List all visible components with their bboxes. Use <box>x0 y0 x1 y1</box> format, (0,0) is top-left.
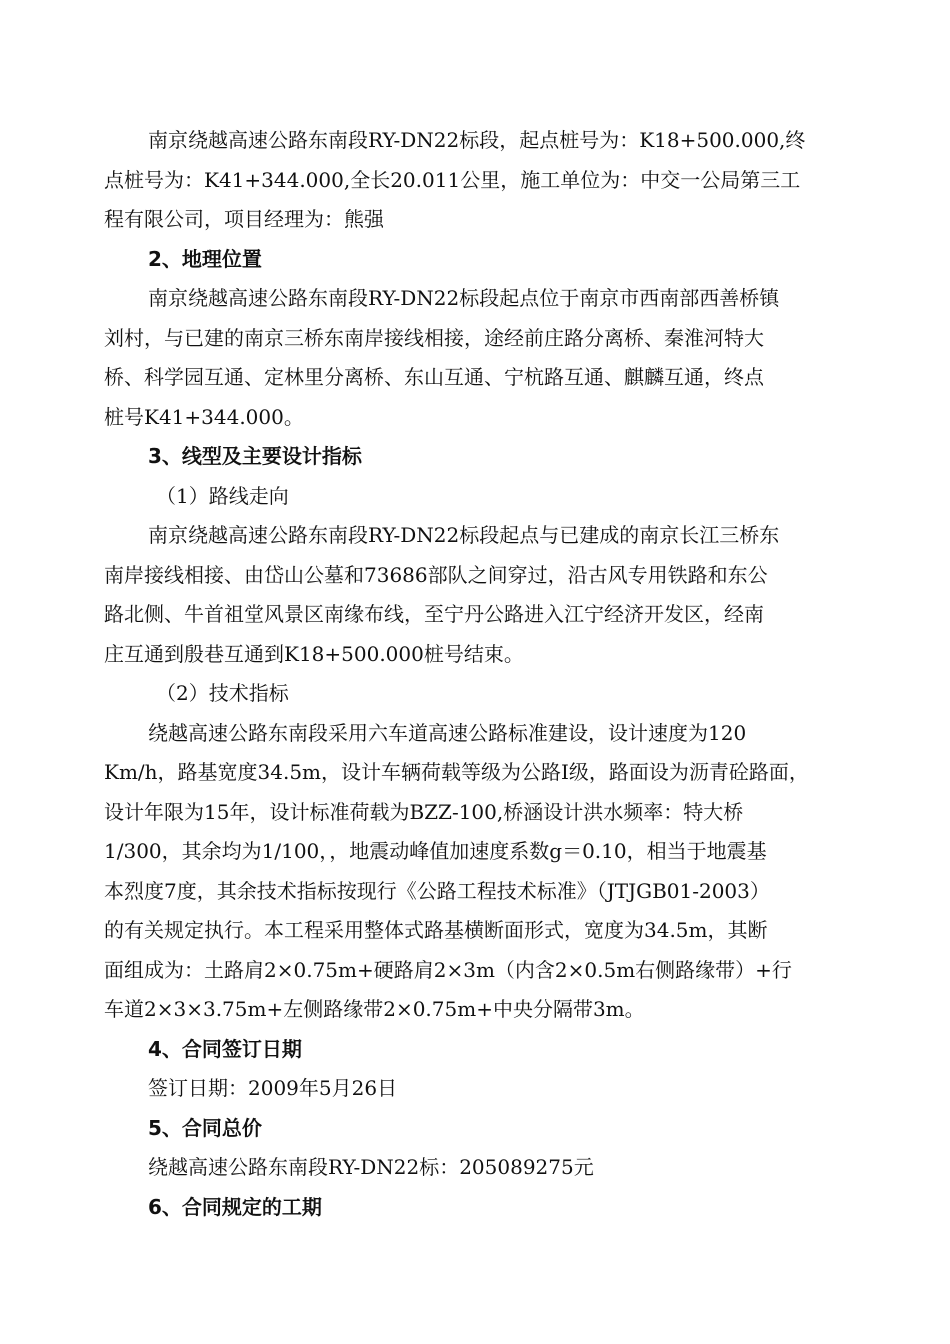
document-page <box>104 121 854 1227</box>
section-heading-location: 2、地理位置 <box>148 246 262 271</box>
paragraph-line: 车道2×3×3.75m+左侧路缘带2×0.75m+中央分隔带3m。 <box>104 997 645 1021</box>
paragraph-line: 南京绕越高速公路东南段RY-DN22标段起点与已建成的南京长江三桥东 <box>148 523 780 547</box>
paragraph-line: 桥、科学园互通、定林里分离桥、东山互通、宁杭路互通、麒麟互通，终点 <box>104 365 764 389</box>
contract-date-text: 签订日期：2009年5月26日 <box>148 1076 398 1100</box>
section-heading-contract-period: 6、合同规定的工期 <box>148 1194 322 1219</box>
section-heading-contract-price: 5、合同总价 <box>148 1115 262 1140</box>
paragraph-line: 1/300，其余均为1/100，，地震动峰值加速度系数g＝0.10，相当于地震基 <box>104 839 767 863</box>
section-2-paragraph <box>104 279 854 437</box>
contract-price-text: 绕越高速公路东南段RY-DN22标：205089275元 <box>148 1155 594 1179</box>
paragraph-line: 刘村，与已建的南京三桥东南岸接线相接，途经前庄路分离桥、秦淮河特大 <box>104 325 764 350</box>
section-3-route-paragraph <box>104 516 854 674</box>
subsection-title-technical: （2）技术指标 <box>156 681 289 705</box>
section-heading-design-indicators: 3、线型及主要设计指标 <box>148 444 362 468</box>
paragraph-line: Km/h，路基宽度34.5m，设计车辆荷载等级为公路Ⅰ级，路面设为沥青砼路面， <box>104 760 809 784</box>
paragraph-line: 本烈度7度，其余技术指标按现行《公路工程技术标准》（JTJGB01-2003） <box>104 878 770 903</box>
paragraph-line: 程有限公司，项目经理为：熊强 <box>104 207 384 231</box>
section-1-paragraph <box>104 121 854 240</box>
paragraph-line: 南京绕越高速公路东南段RY-DN22标段，起点桩号为：K18+500.000,终 <box>148 128 806 152</box>
paragraph-line: 面组成为：土路肩2×0.75m+硬路肩2×3m（内含2×0.5m右侧路缘带）+行 <box>104 957 792 982</box>
paragraph-line: 庄互通到殷巷互通到K18+500.000桩号结束。 <box>104 641 524 666</box>
paragraph-line: 南京绕越高速公路东南段RY-DN22标段起点位于南京市西南部西善桥镇 <box>148 286 780 310</box>
paragraph-line: 南岸接线相接、由岱山公墓和73686部队之间穿过，沿古风专用铁路和东公 <box>104 562 768 587</box>
paragraph-line: 点桩号为：K41+344.000,全长20.011公里，施工单位为：中交一公局第三工 <box>104 167 801 192</box>
paragraph-line: 桩号K41+344.000。 <box>104 404 304 429</box>
paragraph-line: 设计年限为15年，设计标准荷载为BZZ-100,桥涵设计洪水频率：特大桥 <box>104 799 744 824</box>
section-heading-contract-date: 4、合同签订日期 <box>148 1036 302 1061</box>
paragraph-line: 路北侧、牛首祖堂风景区南缘布线，至宁丹公路进入江宁经济开发区，经南 <box>104 602 764 626</box>
paragraph-line: 的有关规定执行。本工程采用整体式路基横断面形式，宽度为34.5m，其断 <box>104 918 768 942</box>
paragraph-line: 绕越高速公路东南段采用六车道高速公路标准建设，设计速度为120 <box>148 720 747 745</box>
section-3-technical-paragraph <box>104 714 854 1030</box>
subsection-title-route: （1）路线走向 <box>156 483 289 508</box>
